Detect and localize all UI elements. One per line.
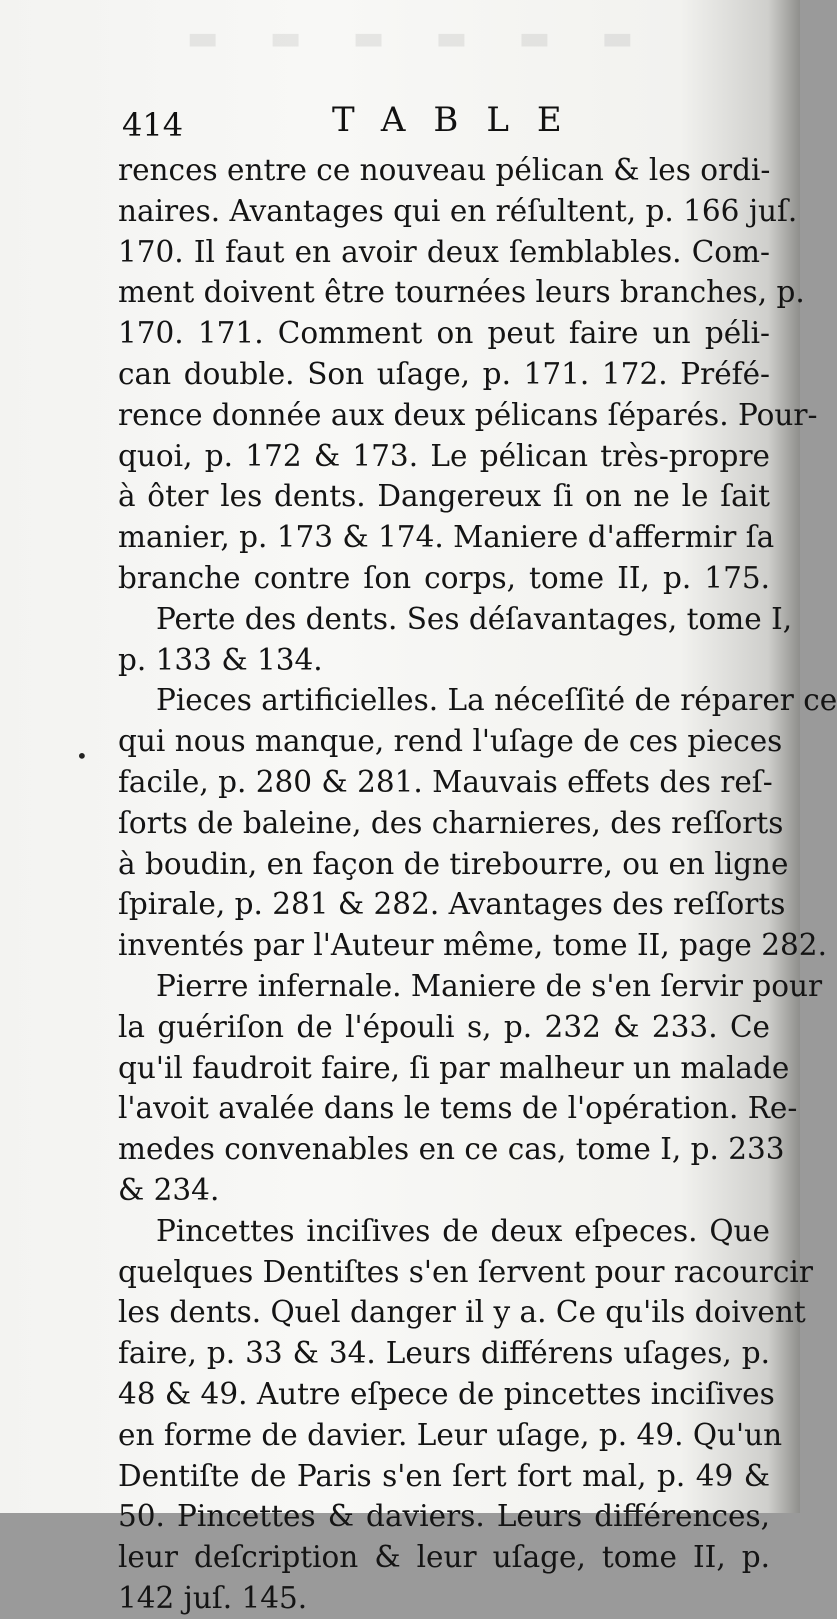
text-line: faire, p. 33 & 34. Leurs différens uſages, p. bbox=[118, 1336, 770, 1371]
text-line: ſpirale, p. 281 & 282. Avantages des reſſorts bbox=[118, 887, 786, 922]
text-line: naires. Avantages qui en réſultent, p. 166 juſ. bbox=[118, 193, 798, 228]
text-line: la guériſon de l'épouli s, p. 232 & 233. Ce bbox=[118, 1009, 770, 1044]
text-line: rence donnée aux deux pélicans ſéparés. Pour- bbox=[118, 397, 818, 432]
text-line: can double. Son uſage, p. 171. 172. Préfé- bbox=[118, 356, 770, 391]
gutter-dot-mark: • bbox=[76, 744, 88, 768]
text-line: qui nous manque, rend l'uſage de ces pieces bbox=[118, 724, 783, 759]
text-line: Pincettes inciſives de deux eſpeces. Que bbox=[156, 1213, 770, 1248]
text-line: 50. Pincettes & daviers. Leurs différences, bbox=[118, 1499, 770, 1534]
text-line: les dents. Quel danger il y a. Ce qu'ils doivent bbox=[118, 1295, 806, 1330]
text-line: branche contre ſon corps, tome II, p. 175. bbox=[118, 560, 770, 595]
running-head: TABLE bbox=[332, 100, 590, 140]
text-line: Perte des dents. Ses déſavantages, tome I, bbox=[156, 601, 793, 636]
text-line: p. 133 & 134. bbox=[118, 642, 323, 677]
text-line: quoi, p. 172 & 173. Le pélican très-propre bbox=[118, 438, 770, 473]
index-body-text bbox=[118, 150, 837, 1619]
text-line: Dentiſte de Paris s'en ſert fort mal, p. 49 & bbox=[118, 1458, 770, 1493]
text-line: inventés par l'Auteur même, tome II, page 282. bbox=[118, 928, 827, 963]
text-line: facile, p. 280 & 281. Mauvais effets des reſ- bbox=[118, 764, 773, 799]
text-line: 48 & 49. Autre eſpece de pincettes inciſives bbox=[118, 1376, 775, 1411]
text-line: en forme de davier. Leur uſage, p. 49. Qu'un bbox=[118, 1417, 783, 1452]
text-line: 170. Il faut en avoir deux ſemblables. Com- bbox=[118, 234, 770, 269]
text-line: qu'il faudroit faire, ſi par malheur un malade bbox=[118, 1050, 790, 1085]
text-line: quelques Dentiſtes s'en ſervent pour racourcir bbox=[118, 1254, 813, 1289]
page-header bbox=[122, 100, 762, 150]
text-line: leur deſcription & leur uſage, tome II, p. bbox=[118, 1540, 770, 1575]
text-line: rences entre ce nouveau pélican & les ordi- bbox=[118, 153, 771, 187]
text-line: ſorts de baleine, des charnieres, des reſſorts bbox=[118, 805, 784, 840]
text-line: ment doivent être tournées leurs branches, p. bbox=[118, 275, 805, 310]
text-line: 170. 171. Comment on peut faire un péli- bbox=[118, 316, 770, 351]
text-line: & 234. bbox=[118, 1172, 220, 1207]
text-line: à ôter les dents. Dangereux ſi on ne le ſait bbox=[118, 479, 770, 514]
bleed-through-text: ▬ ▬ ▬ ▬ ▬ ▬ bbox=[166, 18, 634, 58]
text-line: à boudin, en façon de tirebourre, ou en ligne bbox=[118, 846, 789, 881]
text-line: Pierre infernale. Maniere de s'en ſervir pour bbox=[156, 968, 823, 1003]
text-line: 142 juſ. 145. bbox=[118, 1580, 308, 1615]
text-line: medes convenables en ce cas, tome I, p. 233 bbox=[118, 1132, 785, 1167]
text-line: l'avoit avalée dans le tems de l'opération. Re- bbox=[118, 1091, 798, 1126]
text-line: manier, p. 173 & 174. Maniere d'affermir ſa bbox=[118, 520, 775, 555]
page-number: 414 bbox=[122, 106, 184, 144]
text-line: Pieces artificielles. La néceſſité de réparer ce bbox=[156, 683, 837, 718]
